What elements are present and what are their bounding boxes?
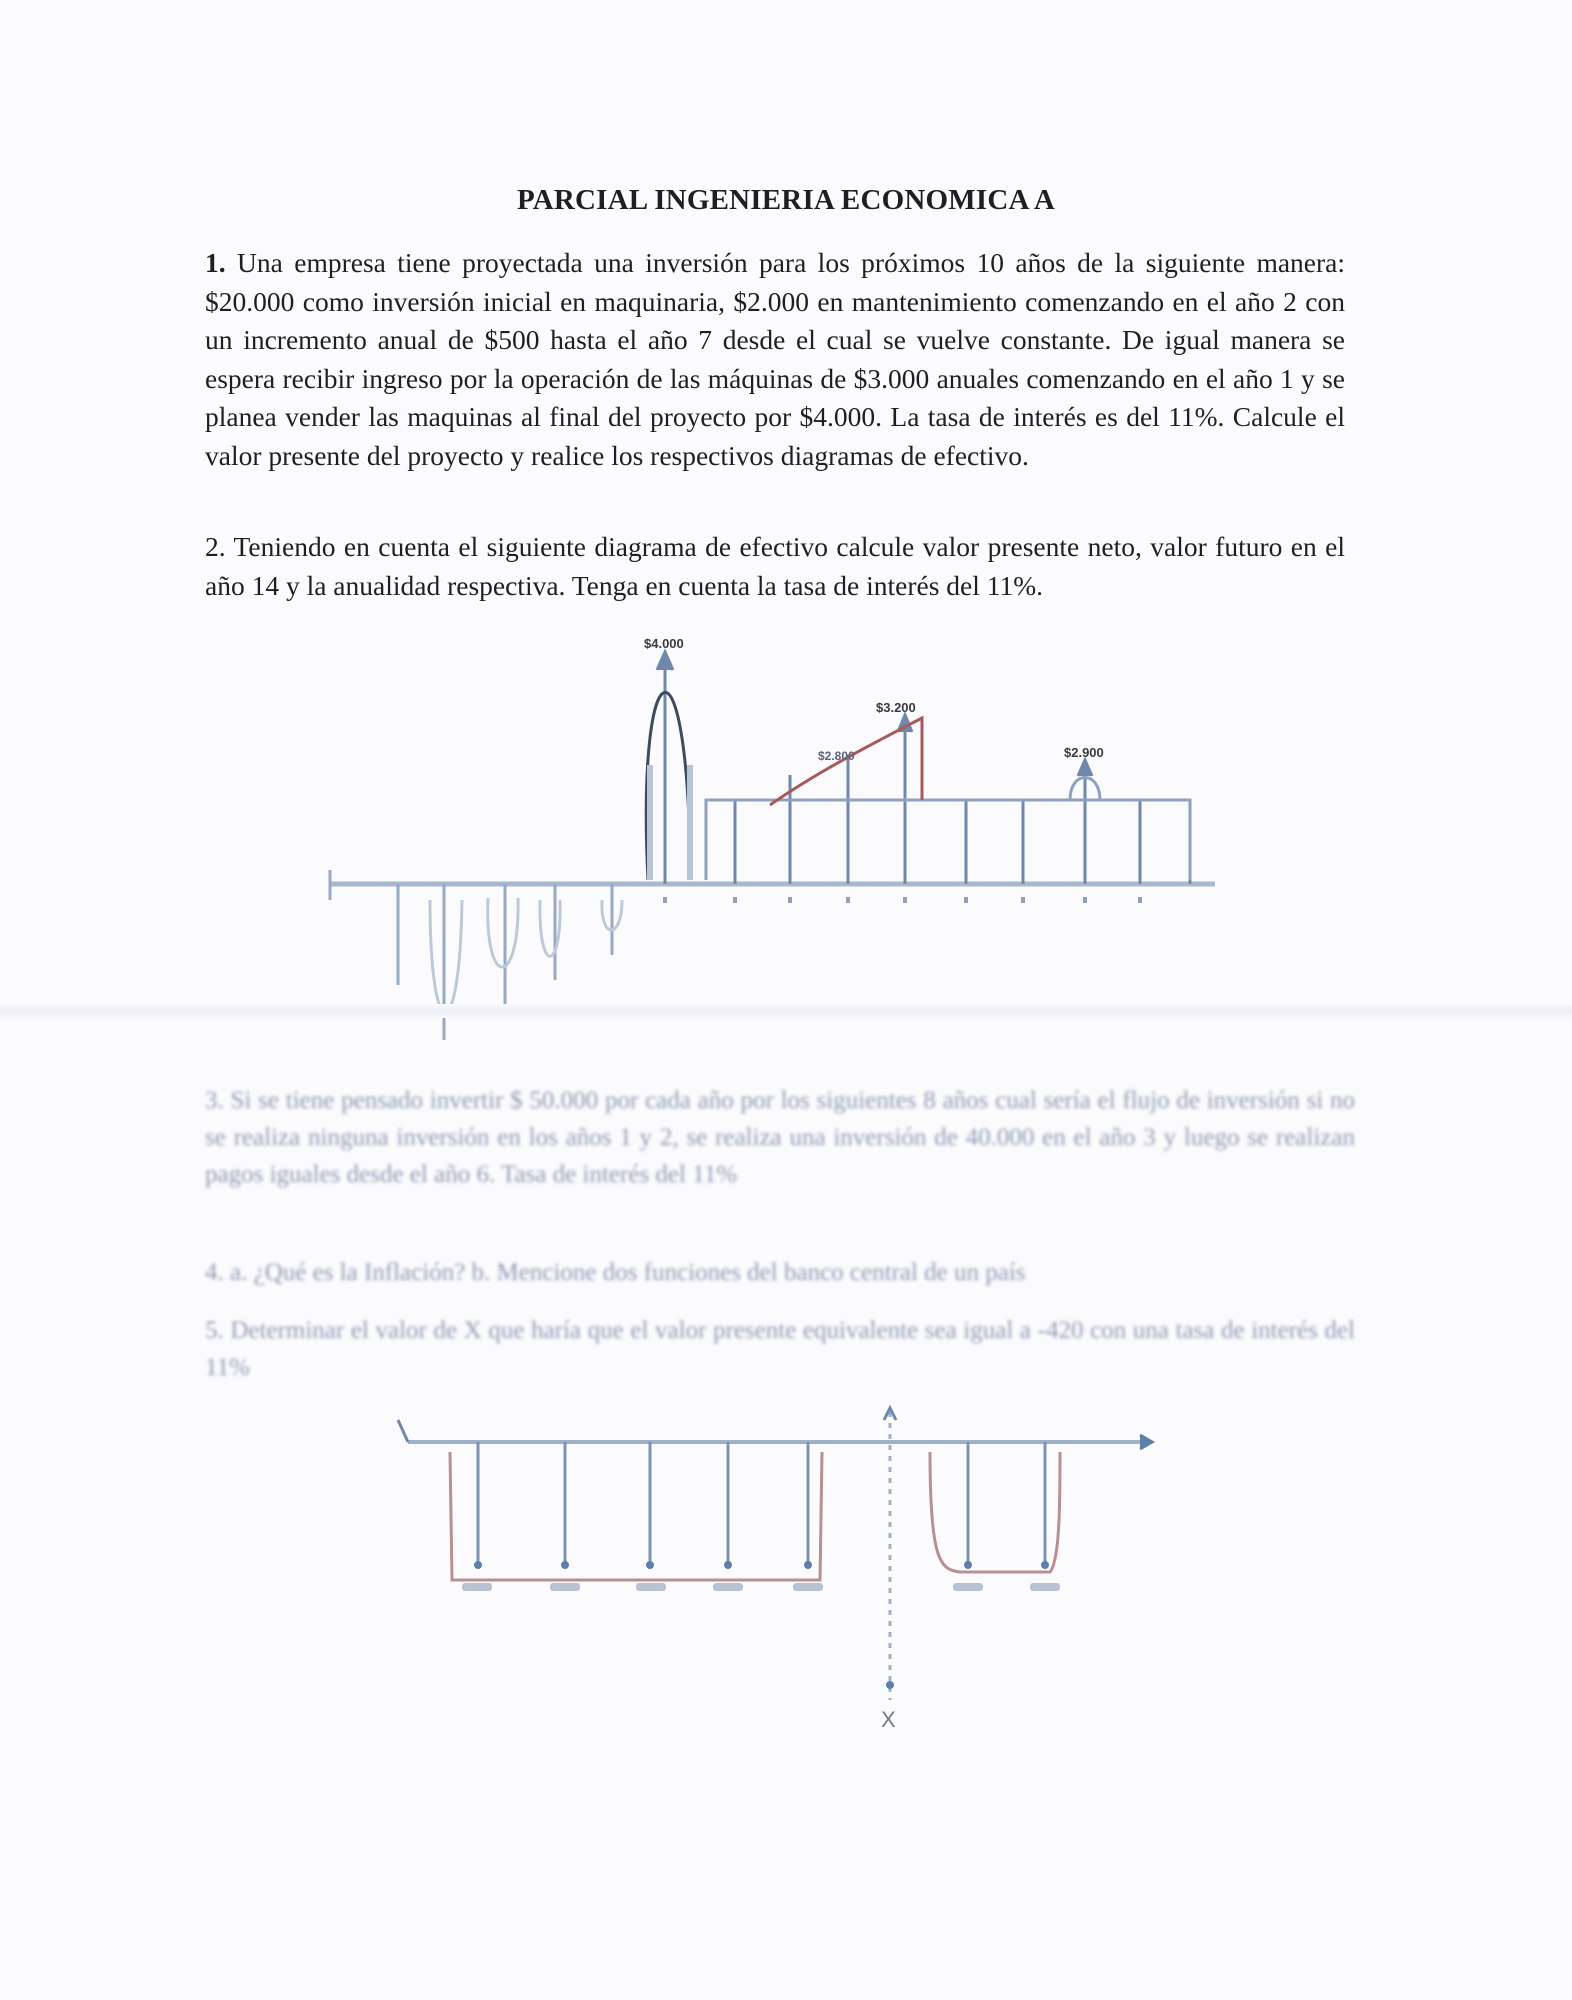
question-3: 3. Si se tiene pensado invertir $ 50.000 por cada año por los siguientes 8 años cual sería el flujo de inversión si no se realiza ninguna inversión en los años 1 y 2, se realiza una inversión de 40.000 en el año 3 y luego se realizan pagos iguales desde el año 6. Tasa de interés del 11%: [205, 1087, 1355, 1188]
x-label: X: [881, 1707, 896, 1732]
label-2900: $2.900: [1064, 745, 1104, 760]
label-2800: $2.800: [818, 749, 855, 763]
exam-title: PARCIAL INGENIERIA ECONOMICA A: [516, 184, 1055, 216]
question-2-text: Teniendo en cuenta el siguiente diagrama de efectivo calcule valor presente neto, valor futuro en el año 14 y la anualidad respectiva. Tenga en cuenta la tasa de interés del 11%.: [205, 531, 1345, 601]
payments-left-bracket: [450, 1452, 822, 1580]
question-2-number: 2.: [205, 531, 226, 562]
question-5: 5. Determinar el valor de X que haría que el valor presente equivalente sea igual a -420 con una tasa de interés del 11%: [205, 1317, 1355, 1381]
question-4: 4. a. ¿Qué es la Inflación? b. Mencione dos funciones del banco central de un país: [205, 1259, 1026, 1286]
label-3200: $3.200: [876, 700, 916, 715]
question-1-number: 1.: [205, 247, 226, 278]
label-4000: $4.000: [644, 636, 684, 651]
question-1-text: Una empresa tiene proyectada una inversión para los próximos 10 años de la siguiente manera: $20.000 como inversión inicial en maquinaria, $2.000 en mantenimiento comenzando en el año 2 con un incremento anual de $500 hasta el año 7 desde el cual se vuelve constante. De igual manera se espera recibir ingreso por la operación de las máquinas de $3.000 anuales comenzando en el año 1 y se planea vender las maquinas al final del proyecto por $4.000. La tasa de interés es del 11%. Calcule el valor presente del proyecto y realice los respectivos diagramas de efectivo.: [205, 247, 1346, 471]
payments-right-bracket: [930, 1452, 1060, 1572]
